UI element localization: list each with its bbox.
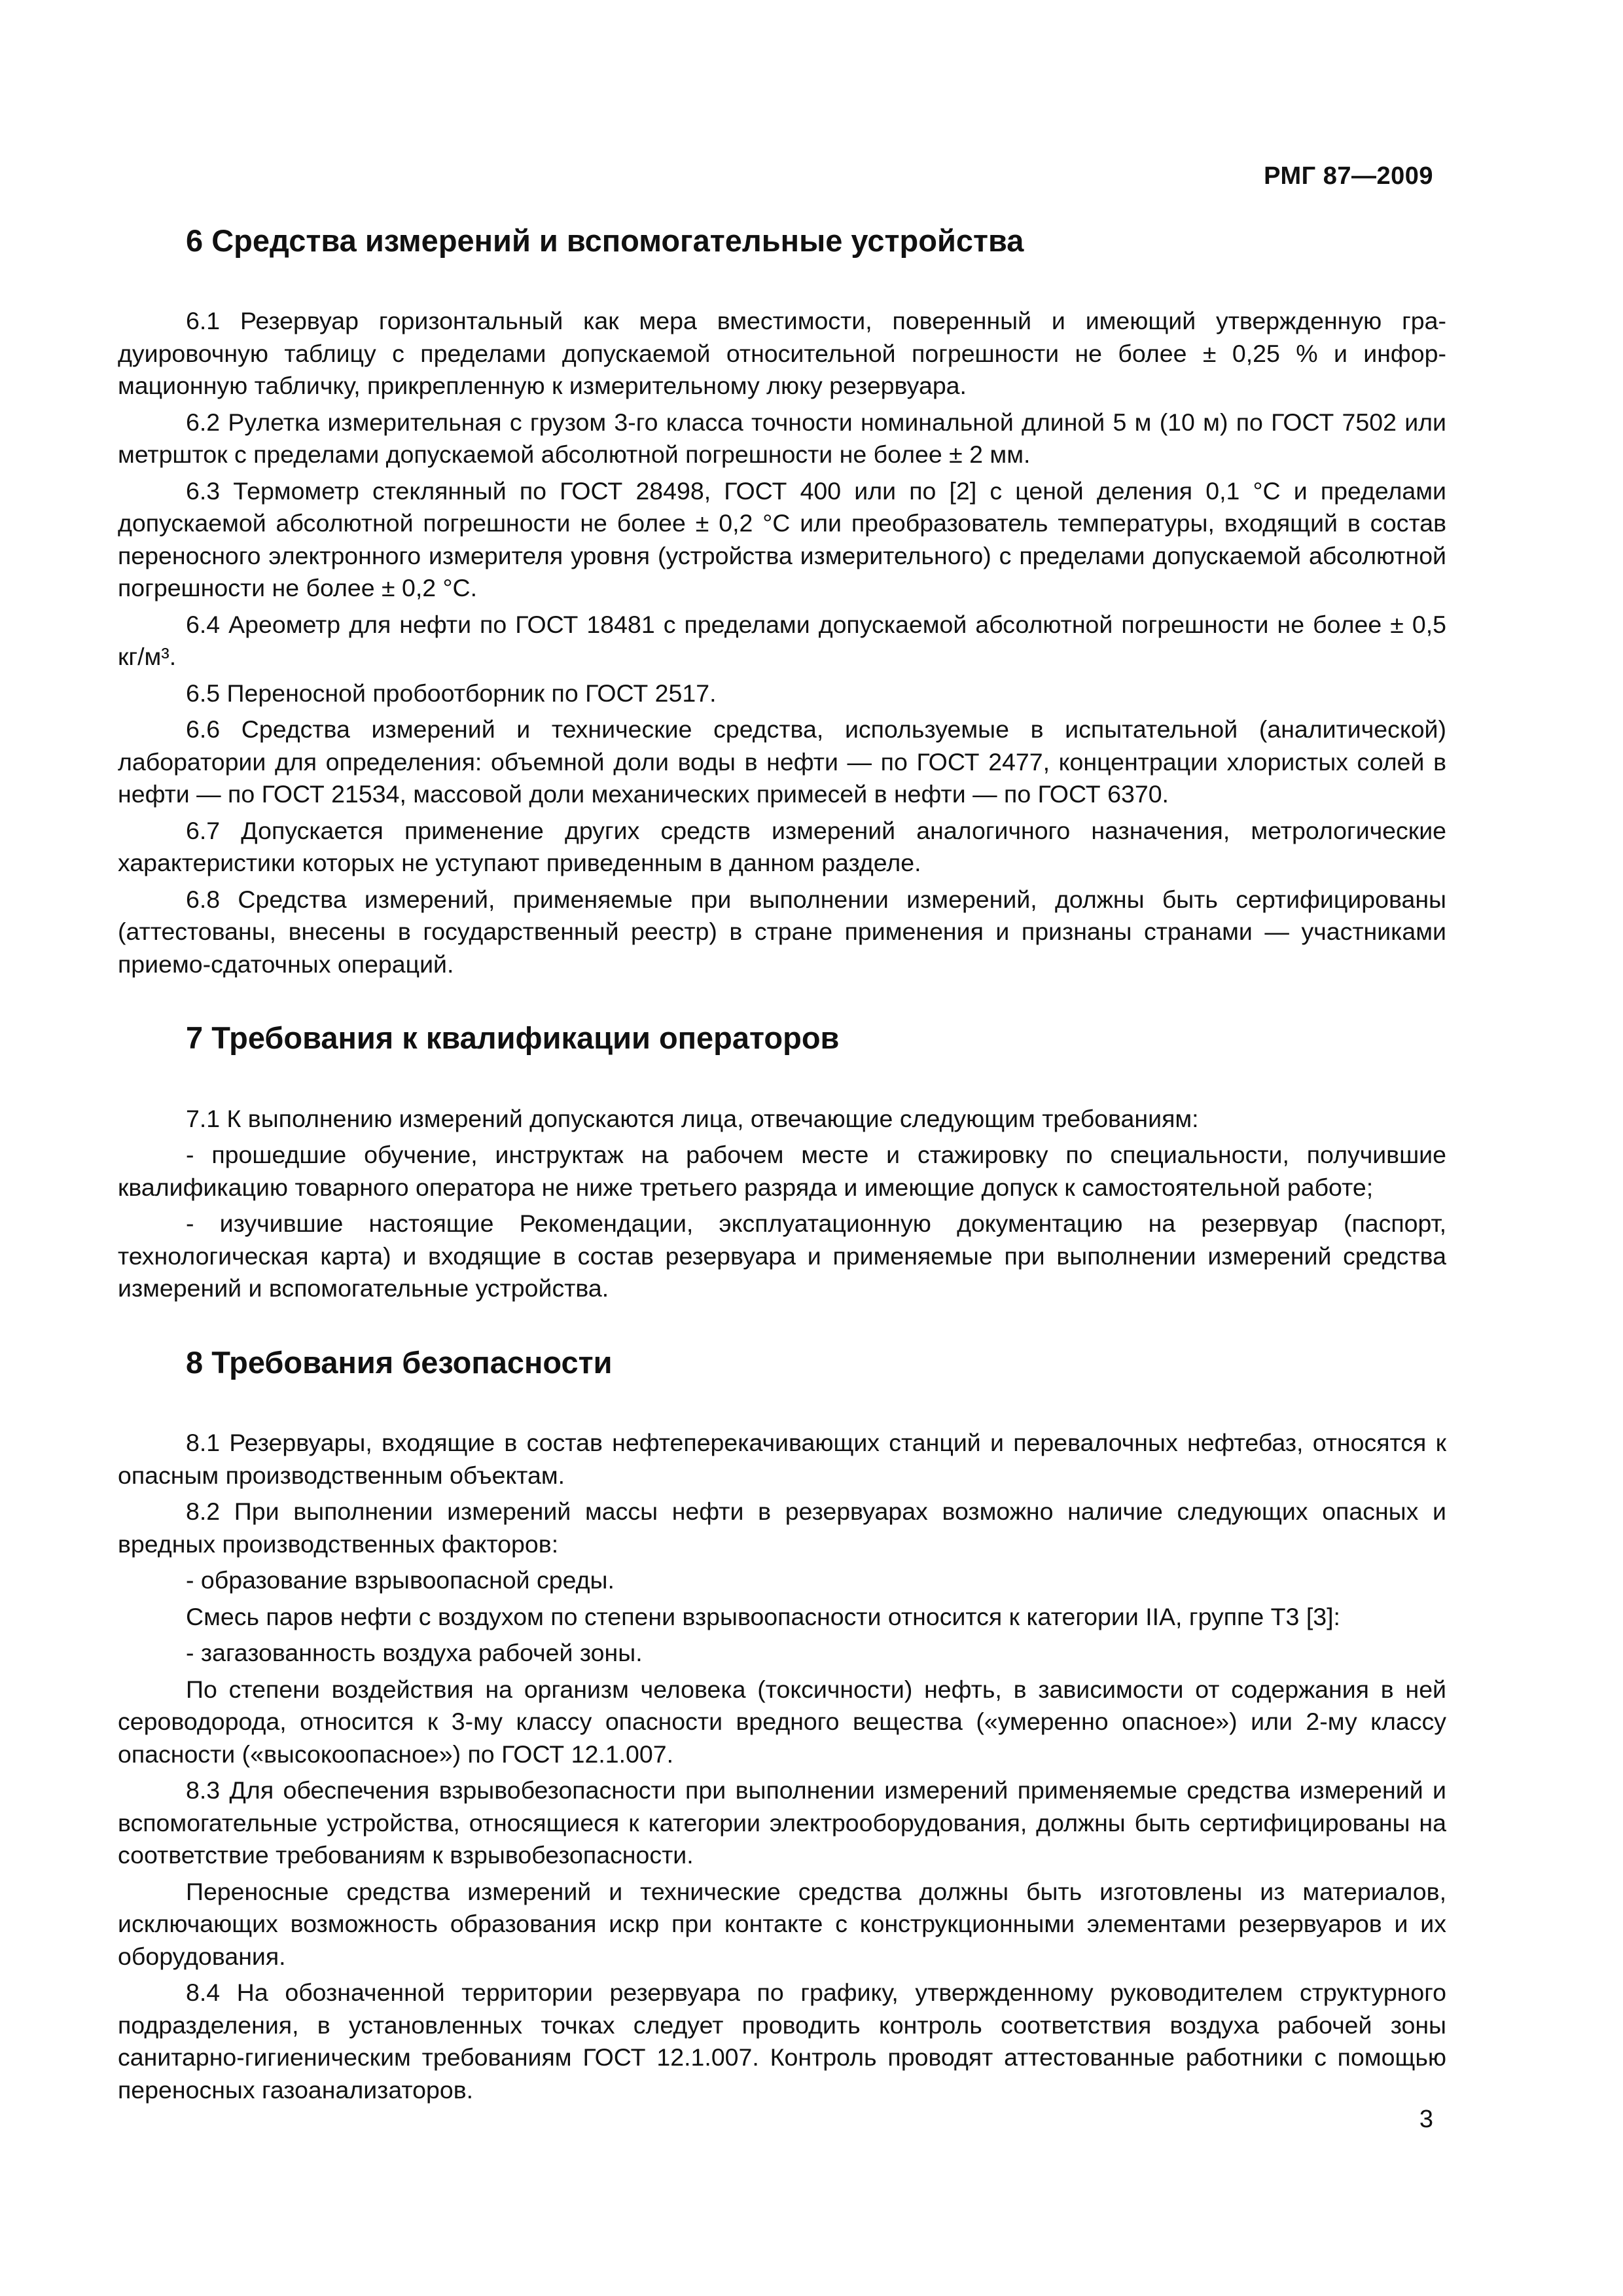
paragraph: Смесь паров нефти с воздухом по степени взрывоопасности относится к категории IIA, группе Т3 [3]: xyxy=(186,1602,1340,1630)
paragraph: 6.7 Допускается применение других средств измерений аналогичного назначения, метрологические характеристики которых не уступают приведенным в данном разделе. xyxy=(118,816,1446,877)
paragraph: 8.4 На обозначенной территории резервуара по графику, утвержденному руководителем структурного подразделения, в установленных точках следует проводить контроль соответствия воздуха рабочей зоны санитарно-гигиеническим требованиям ГОСТ 12.1.007. Контроль проводят аттестованные работники с помощью переносных газоанализаторов. xyxy=(118,1979,1446,2104)
paragraph: 7.1 К выполнению измерений допускаются лица, отвечающие следующим требованиям: xyxy=(186,1104,1199,1132)
paragraph: 6.1 Резервуар горизонтальный как мера вместимости, поверенный и имеющий утвержденную градуировочную таблицу с пределами допускаемой относительной погрешности не более ± 0,25 % и информационную табличку, прикрепленную к измерительному люку резервуара. xyxy=(118,307,1446,400)
page-number: 3 xyxy=(1419,2106,1433,2133)
paragraph: 8.3 Для обеспечения взрывобезопасности при выполнении измерений применяемые средства измерений и вспомогательные устройства, относящиеся к категории электрооборудования, должны быть сертифицированы на соответствие требованиям к взрывобезопасности. xyxy=(118,1776,1446,1869)
list-item: - изучившие настоящие Рекомендации, эксплуатационную документацию на резервуар (паспорт, технологическая карта) и входящие в состав резервуара и применяемые при выполнении измерений средства измерений и вспомогательные устройства. xyxy=(118,1210,1446,1302)
paragraph: 8.1 Резервуары, входящие в состав нефтеперекачивающих станций и перевалочных нефтебаз, относятся к опасным производственным объектам. xyxy=(118,1429,1446,1489)
paragraph: 6.6 Средства измерений и технические средства, используемые в испытательной (аналитической) лаборатории для определения: объемной доли воды в нефти — по ГОСТ 2477, концентрации хлористых солей в нефти — по ГОСТ 21534, массовой доли механических примесей в нефти — по ГОСТ 6370. xyxy=(118,715,1446,808)
section-title: 8 Требования безопасности xyxy=(186,1344,613,1380)
paragraph: 6.3 Термометр стеклянный по ГОСТ 28498, ГОСТ 400 или по [2] с ценой деления 0,1 °С и пределами допускаемой абсолютной погрешности не более ± 0,2 °С или преобразователь температуры, входящий в состав переносного электронного измерителя уровня (устройства измерительного) с пределами допускаемой абсолютной погрешности не более ± 0,2 °С. xyxy=(118,476,1446,602)
section-title: 7 Требования к квалификации операторов xyxy=(186,1020,840,1056)
paragraph: 6.4 Ареометр для нефти по ГОСТ 18481 с пределами допускаемой абсолютной погрешности не более ± 0,5 кг/м³. xyxy=(118,610,1446,671)
list-item: - загазованность воздуха рабочей зоны. xyxy=(186,1639,643,1667)
paragraph: 8.2 При выполнении измерений массы нефти в резервуарах возможно наличие следующих опасных и вредных производственных факторов: xyxy=(118,1498,1446,1558)
section-7 xyxy=(118,1020,1446,1304)
document-body xyxy=(118,223,1446,2145)
section-title: 6 Средства измерений и вспомогательные устройства xyxy=(186,223,1024,258)
paragraph: 6.5 Переносной пробоотборник по ГОСТ 2517. xyxy=(186,679,717,707)
paragraph: 6.2 Рулетка измерительная с грузом 3-го класса точности номинальной длиной 5 м (10 м) по ГОСТ 7502 или метршток с пределами допускаемой абсолютной погрешности не более ± 2 мм. xyxy=(118,408,1446,469)
paragraph: 6.8 Средства измерений, применяемые при выполнении измерений, должны быть сертифицированы (аттестованы, внесены в государственный реестр) в стране применения и признаны странами — участниками приемо-сдаточных операций. xyxy=(118,885,1446,978)
section-8 xyxy=(118,1344,1446,2106)
paragraph: По степени воздействия на организм человека (токсичности) нефть, в зависимости от содержания в ней сероводорода, относится к 3-му классу опасности вредного вещества («умеренно опасное») или 2-му классу опасности («высокоопасное») по ГОСТ 12.1.007. xyxy=(118,1675,1446,1768)
list-item: - прошедшие обучение, инструктаж на рабочем месте и стажировку по специальности, получившие квалификацию товарного оператора не ниже третьего разряда и имеющие допуск к самостоятельной работе; xyxy=(118,1141,1446,1201)
document-code: РМГ 87—2009 xyxy=(1264,162,1433,190)
list-item: - образование взрывоопасной среды. xyxy=(186,1566,615,1594)
section-6 xyxy=(118,223,1446,980)
paragraph: Переносные средства измерений и технические средства должны быть изготовлены из материалов, исключающих возможность образования искр при контакте с конструкционными элементами резервуаров и их оборудования. xyxy=(118,1877,1446,1970)
